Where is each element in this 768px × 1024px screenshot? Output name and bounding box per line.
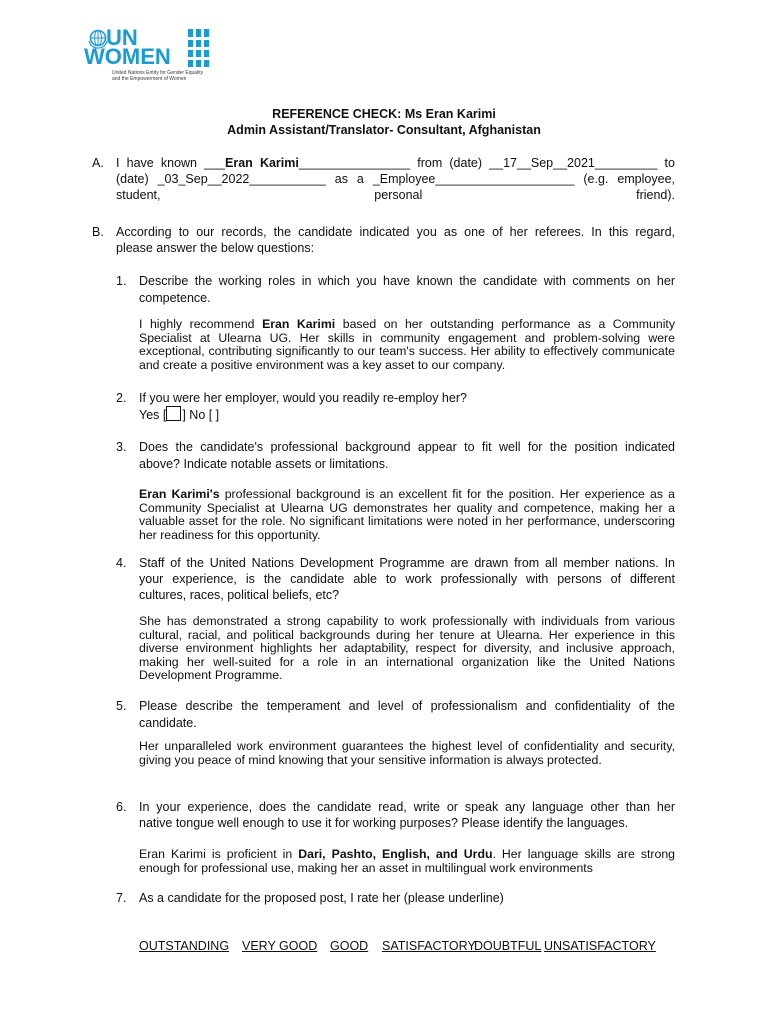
q5-answer: Her unparalleled work environment guarantees the highest level of confidentiality and security, giving you peace of mind knowing that your sensitive information is always protected. bbox=[139, 739, 675, 767]
section-a-marker: A. bbox=[92, 156, 104, 170]
candidate-name: Eran Karimi bbox=[225, 156, 299, 170]
q4-line-3: cultures, races, political beliefs, etc? bbox=[139, 588, 340, 602]
q1-line-2: competence. bbox=[139, 291, 211, 305]
section-a-line-1: I have known ___Eran Karimi________________ from (date) __17__Sep__2021_________ to bbox=[116, 156, 675, 170]
q7-number: 7. bbox=[116, 891, 127, 905]
section-b-line-1: According to our records, the candidate indicated you as one of her referees. In this regard, bbox=[116, 225, 675, 239]
q1-number: 1. bbox=[116, 274, 127, 288]
q3-answer: Eran Karimi's professional background is an excellent fit for the position. Her experience as a Community Specialist at Ulearna UG demonstrates her quality and competence, making her a valuable asset for the role. No significant limitations were noted in her performance, underscoring her readiness for this opportunity. bbox=[139, 487, 675, 542]
q2-yes-no: Yes [ ] No [ ] bbox=[139, 408, 220, 422]
section-b-line-2: please answer the below questions: bbox=[116, 241, 315, 255]
q7-line-1: As a candidate for the proposed post, I rate her (please underline) bbox=[139, 891, 504, 905]
q5-number: 5. bbox=[116, 699, 127, 713]
q6-answer: Eran Karimi is proficient in Dari, Pashto, English, and Urdu. Her language skills are strong enough for professional use, making her an asset in multilingual work environments bbox=[139, 847, 676, 875]
q3-line-2: above? Indicate notable assets or limitations. bbox=[139, 457, 389, 471]
q4-number: 4. bbox=[116, 556, 127, 570]
logo-tagline: United Nations Entity for Gender Equality and the Empowerment of Women bbox=[112, 70, 204, 82]
q6-number: 6. bbox=[116, 800, 127, 814]
page-title: REFERENCE CHECK: Ms Eran Karimi bbox=[272, 107, 496, 121]
rating-outstanding[interactable]: OUTSTANDING bbox=[139, 939, 230, 953]
un-women-logo bbox=[84, 27, 214, 87]
section-a-line-2: (date) _03_Sep__2022___________ as a _Employee____________________ (e.g. employee, bbox=[116, 172, 675, 186]
q3-line-1: Does the candidate's professional background appear to fit well for the position indicated bbox=[139, 440, 675, 454]
section-a-line-3: student, personal friend). bbox=[116, 188, 675, 202]
q1-line-1: Describe the working roles in which you have known the candidate with comments on her bbox=[139, 274, 675, 288]
q4-line-1: Staff of the United Nations Development Programme are drawn from all member nations. In bbox=[139, 556, 675, 570]
q6-line-1: In your experience, does the candidate read, write or speak any language other than her bbox=[139, 800, 675, 814]
rating-doubtful[interactable]: DOUBTFUL bbox=[474, 939, 542, 953]
q4-line-2: your experience, is the candidate able to work professionally with persons of different bbox=[139, 572, 675, 586]
logo-grid-icon bbox=[188, 29, 210, 67]
q5-line-1: Please describe the temperament and level of professionalism and confidentiality of the bbox=[139, 699, 675, 713]
q1-answer: I highly recommend Eran Karimi based on her outstanding performance as a Community Specialist at Ulearna UG. Her skills in community engagement and problem-solving were exceptional, contributing significantly to our team's success. Her ability to effectively communicate and create a positive environment was a key asset to our company. bbox=[139, 317, 675, 372]
rating-satisfactory[interactable]: SATISFACTORY bbox=[382, 939, 476, 953]
q5-line-2: candidate. bbox=[139, 716, 197, 730]
rating-very-good[interactable]: VERY GOOD bbox=[242, 939, 318, 953]
q3-number: 3. bbox=[116, 440, 127, 454]
page-subtitle: Admin Assistant/Translator- Consultant, Afghanistan bbox=[227, 123, 541, 137]
section-b-marker: B. bbox=[92, 225, 104, 239]
yes-checkbox[interactable] bbox=[166, 406, 181, 421]
rating-unsatisfactory[interactable]: UNSATISFACTORY bbox=[544, 939, 656, 953]
logo-un-text: UN bbox=[106, 25, 138, 50]
q2-number: 2. bbox=[116, 391, 127, 405]
rating-good[interactable]: GOOD bbox=[330, 939, 369, 953]
q2-line-1: If you were her employer, would you readily re-employ her? bbox=[139, 391, 467, 405]
q6-line-2: native tongue well enough to use it for working purposes? Please identify the languages. bbox=[139, 816, 629, 830]
q4-answer: She has demonstrated a strong capability to work professionally with individuals from various cultural, racial, and political backgrounds during her tenure at Ulearna. Her experience in this diverse environment highlights her adaptability, respect for diversity, and inclusive approach, making her well-suited for a role in an international organization like the United Nations Development Programme. bbox=[139, 614, 675, 682]
logo-women-text: WOMEN bbox=[84, 44, 171, 69]
